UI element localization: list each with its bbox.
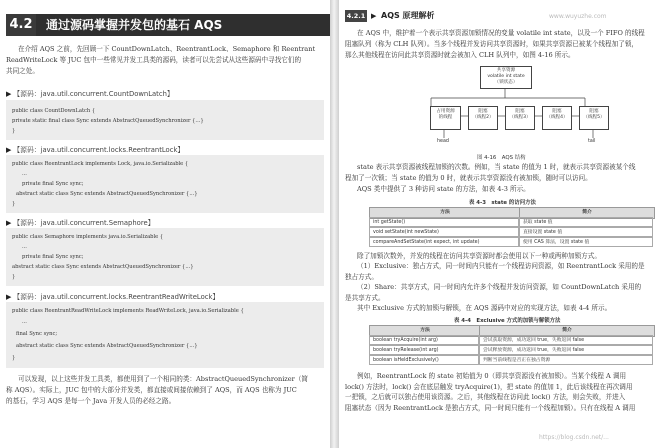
source-label: ▶ 【源码：java.util.concurrent.locks.ReentrantReadWriteLock】 [6, 293, 220, 301]
paragraph: 除了加锁次数外，并发的线程在访问共享资源时都会使用以下一种或两种加锁方式。 （1）Exclusive：独占方式，同一时间内只能有一个线程访问资源，如 ReentrantLock 采用的是 独占方式。 （2）Share：共享方式，同一时间内允许多个线程并发访问资源，如 CountDownLatch 采用的 是共享方式。 其中 Exclusive 方式的加锁与解锁，在 AQS 源码中对应的实现方法，如表 4-4 所示。 [345, 252, 645, 313]
table-header: 简介 [479, 325, 655, 337]
exclusive-methods-table [369, 325, 653, 367]
subsection-title: AQS 原理解析 [381, 11, 435, 20]
diagram-connectors [339, 64, 669, 150]
intro-paragraph: 在介绍 AQS 之前，先回顾一下 CountDownLatch、ReentrantLock、Semaphore 和 Reentrant ReadWriteLock 等 JUC 包中一些常见并发工具类的源码，读者可以先尝试从这些源码中寻找它们的 共同之处。 [6, 45, 316, 75]
table-cell: 直接设置 state 值 [519, 227, 653, 237]
table-cell: boolean tryRelease(int arg) [369, 345, 479, 355]
source-label: ▶ 【源码：java.util.concurrent.CountDownLatch】 [6, 90, 174, 98]
table-cell: int getState() [369, 217, 519, 227]
table-header: 简介 [519, 207, 655, 219]
table-cell: compareAndSetState(int expect, int update) [369, 237, 519, 247]
blocked-thread-box: 阻塞 （线程2） [468, 106, 498, 130]
left-page [0, 0, 330, 448]
blocked-thread-box: 阻塞 （线程5） [579, 106, 609, 130]
table-caption: 表 4-3 state 的访问方法 [469, 200, 536, 206]
subsection-number: 4.2.1 [346, 12, 366, 20]
source-label: ▶ 【源码：java.util.concurrent.Semaphore】 [6, 219, 155, 227]
blocked-thread-box: 阻塞 （线程4） [542, 106, 572, 130]
tail-label: tail [588, 139, 596, 144]
table-cell: void setState(int newState) [369, 227, 519, 237]
source-label: ▶ 【源码：java.util.concurrent.locks.ReentrantLock】 [6, 146, 185, 154]
right-page [339, 0, 669, 448]
triangle-icon: ▶ [6, 90, 12, 98]
table-cell: 判断当前线程是否正在独占资源 [479, 355, 653, 365]
blocked-thread-box: 阻塞 （线程3） [505, 106, 535, 130]
shared-resource-box: 共享资源 volatile int state （锁状态） [480, 66, 532, 89]
triangle-icon: ▶ [371, 12, 377, 20]
table-header: 方法 [369, 325, 481, 337]
triangle-icon: ▶ [6, 293, 12, 301]
table-cell: boolean isHeldExclusively() [369, 355, 479, 365]
table-caption: 表 4-4 Exclusive 方式的加锁与解锁方法 [454, 318, 561, 324]
code-block: public class CountDownLatch { private static final class Sync extends AbstractQueuedSynchronizer {...} } [6, 100, 324, 140]
figure-caption: 图 4-16 AQS 结构 [477, 155, 526, 161]
code-block: public class ReentrantLock implements Lock, java.io.Serializable { ... private final Sync sync; abstract static class Sync extends AbstractQueuedSynchronizer {...} } [6, 155, 324, 213]
state-methods-table [369, 207, 653, 249]
owner-thread-box: 占用资源 的线程 [430, 106, 461, 130]
head-label: head [437, 139, 449, 144]
table-cell: 尝试获取资源，成功返回 true，失败返回 false [479, 335, 653, 345]
section-number: 4.2 [6, 14, 36, 36]
book-gutter [330, 0, 339, 448]
table-cell: 尝试释放资源，成功返回 true，失败返回 false [479, 345, 653, 355]
paragraph: 在 AQS 中，维护着一个表示共享资源加锁情况的变量 volatile int state，以及一个 FIFO 的线程 阻塞队列（称为 CLH 队列）。当多个线程并发访问共享资源时，如果共享资源已被某个线程加了锁， 那么其他线程在访问此共享资源时就会被加入 CLH 队列中，如图 4-16 所示。 [345, 29, 645, 59]
watermark: https://blog.csdn.net/... [539, 434, 609, 441]
section-header [0, 14, 330, 36]
triangle-icon: ▶ [6, 146, 12, 154]
table-cell: boolean tryAcquire(int arg) [369, 335, 479, 345]
table-header: 方法 [369, 207, 521, 219]
paragraph: state 表示共享资源被线程加锁的次数。例如，当 state 的值为 1 时，就表示共享资源被某个线 程加了一次锁；当 state 的值为 0 时，就表示共享资源没有被加锁，随时可以访问。 AQS 类中提供了 3 种访问 state 的方法，如表 4-3 所示。 [345, 163, 636, 193]
table-cell: 使用 CAS 算法，设置 state 值 [519, 237, 653, 247]
paragraph: 例如，ReentrantLock 的 state 初始值为 0（即共享资源没有被加锁）。当某个线程 A 调用 lock() 方法时，lock() 会在底层触发 tryAcquire(1)，把 state 的值加 1，此后该线程在再次调用 一把锁，之后就可以独占使用该资源。之后，其他线程在访问此 lock() 方法，则会失败，并进入 阻塞状态（因为 ReentrantLock 是独占方式，同一时间只能有一个线程加锁）。只有在线程 A 调用 [345, 372, 636, 412]
triangle-icon: ▶ [6, 219, 12, 227]
code-block: public class Semaphore implements java.io.Serializable { ... private final Sync sync; abstract static class Sync extends AbstractQueuedSynchronizer {...} } [6, 228, 324, 286]
watermark: www.wuyuzhe.com [549, 13, 607, 20]
aqs-structure-diagram [339, 64, 669, 150]
code-block: public class ReentrantReadWriteLock implements ReadWriteLock, java.io.Serializable { ... final Sync sync; abstract static class Sync extends AbstractQueuedSynchronizer {...} } [6, 302, 324, 368]
section-title: 通过源码掌握并发包的基石 AQS [46, 18, 223, 32]
outro-paragraph: 可以发现，以上这些并发工具类，都使用到了一个相同的类：AbstractQueuedSynchronizer（简 称 AQS）。实际上，JUC 包中的大部分并发类，都直接或间接依赖到了 AQS，而 AQS 也称为 JUC 的基石，学习 AQS 是每一个 Java 开发人员的必经之路。 [6, 375, 309, 405]
table-cell: 获取 state 值 [519, 217, 653, 227]
